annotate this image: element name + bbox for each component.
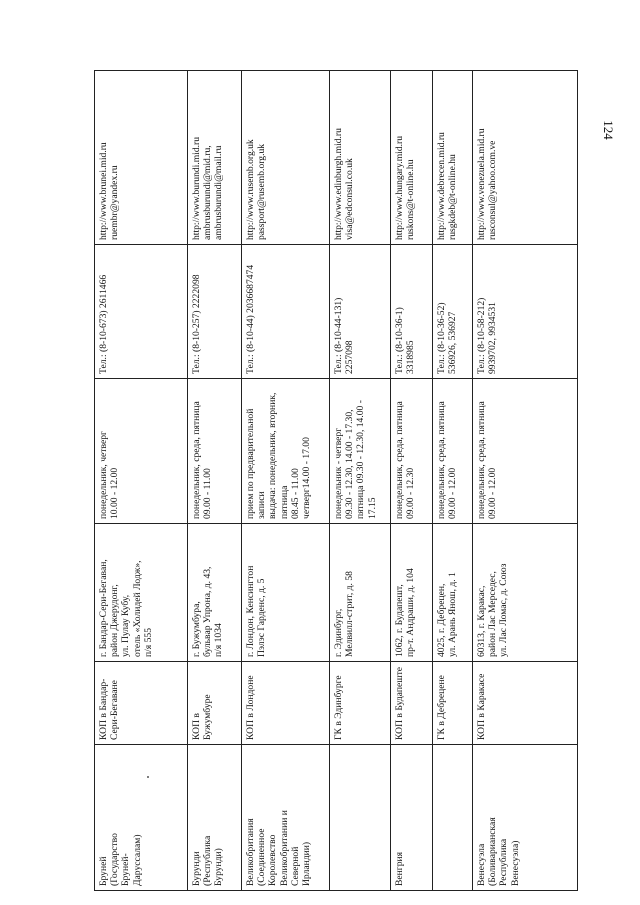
table-row <box>188 71 242 891</box>
phone-cell: Тел.: (8-10-257) 2222098 <box>188 245 242 379</box>
country-cell <box>330 745 391 891</box>
address-cell: 1062, г. Будапешт, пр-т. Андраши, д. 104 <box>391 524 433 662</box>
web-email-cell: http://www.hungary.mid.ru ruskons@t-online.hu <box>391 71 433 245</box>
page-number: 124 <box>600 120 616 140</box>
office-cell: ГК в Дебрецене <box>433 662 473 745</box>
office-cell: КОП в Будапеште <box>391 662 433 745</box>
country-cell: Венесуэла (Боливарианская Республика Венесуэла) <box>473 745 578 891</box>
table-row <box>391 71 433 891</box>
table-row <box>473 71 578 891</box>
office-cell: КОП в Каракасе <box>473 662 578 745</box>
address-cell: г. Лондон, Кенсингтон Пэлэс Гарденс, д. 5 <box>242 524 330 662</box>
phone-cell: Тел.: (8-10-36-1) 3318985 <box>391 245 433 379</box>
hours-cell: понедельник, четверг 10.00 - 12.00 <box>95 379 188 524</box>
table-row <box>242 71 330 891</box>
phone-cell: Тел.: (8-10-58-212) 9939702, 9934531 <box>473 245 578 379</box>
country-cell: Великобритания (Соединенное Королевство Великобритании и Северной Ирландии) <box>242 745 330 891</box>
office-cell: КОП в Бандар- Сери-Бегаване <box>95 662 188 745</box>
consular-offices-table-rotated <box>94 71 577 891</box>
table-row <box>95 71 188 891</box>
address-cell: 4025, г. Дебрецен, ул. Арань Янош, д. 1 <box>433 524 473 662</box>
country-cell: Бруней (Государство Бруней- Даруссалам) <box>95 745 188 891</box>
hours-cell: понедельник, среда, пятница 09.00 - 12.00 <box>433 379 473 524</box>
address-cell: г. Бужумбура, бульвар Упрона, д. 43, п/я 1034 <box>188 524 242 662</box>
web-email-cell: http://www.edinburgh.mid.ru visa@edconsul.co.uk <box>330 71 391 245</box>
country-cell: Бурунди (Республика Бурунди) <box>188 745 242 891</box>
office-cell: КОП в Лондоне <box>242 662 330 745</box>
consular-offices-table <box>94 70 578 891</box>
country-cell: Венгрия <box>391 745 433 891</box>
web-email-cell: http://www.burundi.mid.ru ambrusburundi@mid.ru, ambrusburundi@mail.ru <box>188 71 242 245</box>
hours-cell: понедельник, среда, пятница 09.00 - 12.00 <box>473 379 578 524</box>
country-cell <box>433 745 473 891</box>
web-email-cell: http://www.rusemb.org.uk passport@rusemb.org.uk <box>242 71 330 245</box>
office-cell: ГК в Эдинбурге <box>330 662 391 745</box>
table-row <box>433 71 473 891</box>
table-row <box>330 71 391 891</box>
address-cell: г. Эдинбург, Мелвилл-стрит, д. 58 <box>330 524 391 662</box>
phone-cell: Тел.: (8-10-44) 2036687474 <box>242 245 330 379</box>
web-email-cell: http://www.venezuela.mid.ru rusconsul@yahoo.com.ve <box>473 71 578 245</box>
phone-cell: Тел.: (8-10-673) 2611466 <box>95 245 188 379</box>
web-email-cell: http://www.brunei.mid.ru ruembr@yandex.ru <box>95 71 188 245</box>
hours-cell: понедельник, среда, пятница 09.00 - 11.00 <box>188 379 242 524</box>
address-cell: 60313, г. Каракас, район Лас Мерседес, ул. Лас Ломас, д. Союз <box>473 524 578 662</box>
web-email-cell: http://www.debrecen.mid.ru rusgkdeb@t-online.hu <box>433 71 473 245</box>
hours-cell: понедельник, среда, пятница 09.00 - 12.30 <box>391 379 433 524</box>
address-cell: г. Бандар-Сери-Бегаван, район Джерудонг, ул. Пулау Кубу, отель «Холидей Лодж», п/я 555 <box>95 524 188 662</box>
phone-cell: Тел.: (8-10-44-131) 2257098 <box>330 245 391 379</box>
hours-cell: прием по предварительной записи выдача: понедельник, вторник, пятница 08.45 - 11.00 четверг14.00 - 17.00 <box>242 379 330 524</box>
office-cell: КОП в Бужумбуре <box>188 662 242 745</box>
hours-cell: понедельник - четверг 09.30 - 12.30, 14.00 - 17.30, пятница 09.30 - 12.30, 14.00 - 17.15 <box>330 379 391 524</box>
phone-cell: Тел.: (8-10-36-52) 536926, 536927 <box>433 245 473 379</box>
